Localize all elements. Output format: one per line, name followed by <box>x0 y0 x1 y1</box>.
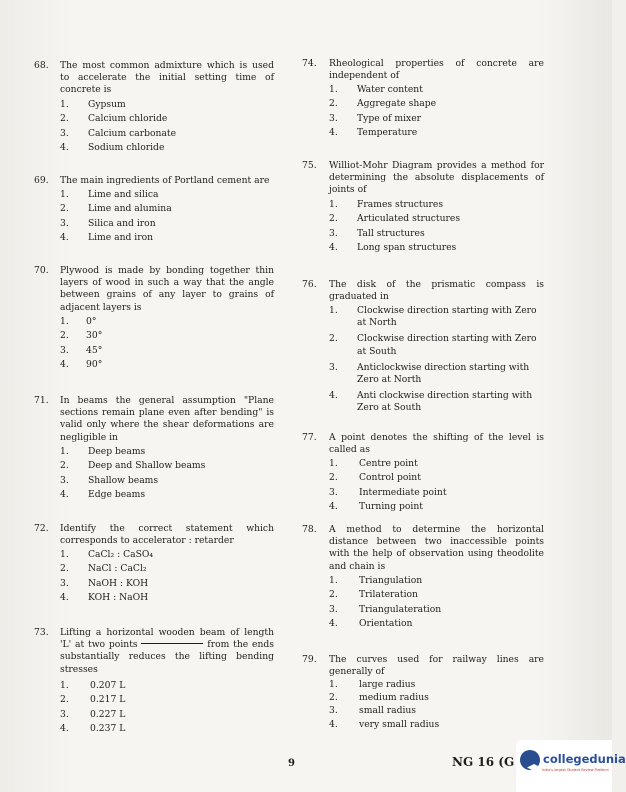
watermark-logo <box>516 740 626 792</box>
option-number: 1. <box>60 446 69 457</box>
option-number: 4. <box>60 592 69 604</box>
option-3 <box>60 709 274 723</box>
option-number: 2. <box>60 203 69 215</box>
option-1 <box>60 446 274 460</box>
option-text: NaCl : CaCl₂ <box>88 563 147 575</box>
question-number: 70. <box>34 265 49 276</box>
option-number: 1. <box>60 549 69 560</box>
option-text: Lime and alumina <box>88 203 172 215</box>
option-number: 2. <box>60 330 69 342</box>
option-number: 4. <box>329 618 338 630</box>
option-4 <box>329 242 544 256</box>
option-number: 1. <box>329 84 338 95</box>
option-2 <box>60 330 274 344</box>
watermark-name: collegedunia <box>543 752 626 766</box>
question-number: 77. <box>302 432 317 443</box>
option-number: 1. <box>329 679 338 690</box>
option-1 <box>329 458 544 472</box>
option-1 <box>329 679 544 692</box>
option-text: Anticlockwise direction starting with Zero at North <box>357 361 530 386</box>
option-2 <box>329 692 544 705</box>
option-list <box>60 446 274 504</box>
option-text: Long span structures <box>357 242 457 254</box>
option-3 <box>329 604 544 618</box>
option-3 <box>60 475 274 489</box>
option-1 <box>60 549 274 563</box>
question-number: 69. <box>34 175 49 186</box>
option-number: 3. <box>60 217 69 229</box>
option-number: 3. <box>60 344 69 356</box>
option-number: 4. <box>60 359 69 371</box>
option-number: 3. <box>329 705 338 717</box>
option-text: medium radius <box>359 692 429 704</box>
option-number: 4. <box>60 232 69 244</box>
option-list <box>60 680 274 738</box>
question-stem-part-1: Lifting a horizontal wooden beam of length 'L' at two points <box>60 627 274 651</box>
option-text: Gypsum <box>88 99 126 110</box>
option-text: 0.217 L <box>90 694 126 706</box>
option-4 <box>60 592 274 606</box>
option-1 <box>60 189 274 203</box>
option-3 <box>60 578 274 592</box>
option-2 <box>60 694 274 708</box>
option-text: Calcium carbonate <box>88 127 177 139</box>
option-number: 3. <box>329 227 338 239</box>
option-number: 3. <box>60 127 69 139</box>
option-2 <box>329 213 544 227</box>
question-stem: The curves used for railway lines are generally of <box>329 654 544 678</box>
question-number: 75. <box>302 160 317 171</box>
option-text: Frames structures <box>357 199 444 210</box>
question-stem: The disk of the prismatic compass is graduated in <box>329 279 544 303</box>
option-text: Tall structures <box>357 227 425 239</box>
option-text: 0.237 L <box>90 723 126 735</box>
option-text: Deep beams <box>88 446 146 457</box>
fill-in-blank-line <box>141 643 203 644</box>
option-text: 45° <box>86 344 103 356</box>
option-4 <box>60 142 274 156</box>
option-list <box>60 316 274 374</box>
option-2 <box>60 460 274 474</box>
watermark-tagline: India's largest Student Review Platform <box>542 768 609 772</box>
paper-code: NG 16 (G <box>452 755 515 769</box>
option-text: Triangulateration <box>359 603 442 615</box>
option-number: 1. <box>60 680 69 691</box>
option-text: Triangulation <box>359 575 423 586</box>
option-1 <box>329 199 544 213</box>
question-number: 74. <box>302 58 317 69</box>
option-3 <box>60 218 274 232</box>
option-1 <box>60 99 274 113</box>
option-number: 2. <box>329 472 338 484</box>
option-4 <box>60 232 274 246</box>
option-text: Aggregate shape <box>357 98 437 110</box>
option-text: Shallow beams <box>88 474 159 486</box>
question-number: 76. <box>302 279 317 290</box>
option-number: 4. <box>329 390 338 402</box>
option-list <box>60 549 274 607</box>
question-stem: Plywood is made by bonding together thin layers of wood in such a way that the angle between grains of any layer to grains of adjacent layers is <box>60 265 274 313</box>
question-number: 72. <box>34 523 49 534</box>
option-text: 0.207 L <box>90 680 126 691</box>
option-number: 2. <box>329 213 338 225</box>
option-list <box>329 305 544 415</box>
option-4 <box>329 127 544 141</box>
option-text: Temperature <box>357 127 418 139</box>
option-text: Clockwise direction starting with Zero at South <box>357 333 537 357</box>
option-3 <box>60 345 274 359</box>
question-stem: In beams the general assumption "Plane sections remain plane even after bending" is valid only where the shear deformations are negligible in <box>60 395 274 443</box>
option-text: Type of mixer <box>357 112 422 124</box>
option-1 <box>329 305 544 333</box>
option-number: 3. <box>60 577 69 589</box>
option-list <box>329 84 544 142</box>
option-number: 2. <box>60 563 69 575</box>
option-4 <box>329 390 544 414</box>
option-3 <box>329 487 544 501</box>
option-text: Trilateration <box>359 589 418 601</box>
option-text: Lime and silica <box>88 189 159 200</box>
option-3 <box>329 705 544 718</box>
graduation-cap-icon <box>520 750 540 770</box>
option-text: Deep and Shallow beams <box>88 460 206 472</box>
option-1 <box>60 680 274 694</box>
option-text: Water content <box>357 84 423 95</box>
option-4 <box>329 719 544 732</box>
option-text: Turning point <box>359 501 423 513</box>
option-text: NaOH : KOH <box>88 577 149 589</box>
option-list <box>329 679 544 732</box>
option-text: Control point <box>359 472 421 484</box>
question-stem: A method to determine the horizontal distance between two inaccessible points with the help of observation using theodolite and chain is <box>329 524 544 572</box>
option-text: Lime and iron <box>88 232 154 244</box>
option-text: Centre point <box>359 458 418 469</box>
option-text: Anti clockwise direction starting with Zero at South <box>357 390 533 414</box>
option-4 <box>329 618 544 632</box>
question-stem: Rheological properties of concrete are independent of <box>329 58 544 82</box>
option-text: Sodium chloride <box>88 142 165 154</box>
option-2 <box>329 472 544 486</box>
question-number: 71. <box>34 395 49 406</box>
option-2 <box>329 333 544 361</box>
option-number: 4. <box>329 501 338 513</box>
option-text: Clockwise direction starting with Zero at North <box>357 305 537 329</box>
option-2 <box>60 563 274 577</box>
option-list <box>329 199 544 257</box>
option-text: Orientation <box>359 618 413 630</box>
option-2 <box>329 589 544 603</box>
option-text: Articulated structures <box>357 213 461 225</box>
option-number: 2. <box>329 98 338 110</box>
question-stem-part-2: from the ends substantially reduces the lifting bending stresses <box>60 639 275 675</box>
option-number: 4. <box>60 723 69 735</box>
option-text: 0° <box>86 316 97 327</box>
option-4 <box>329 501 544 515</box>
option-text: 90° <box>86 359 103 371</box>
question-stem: Identify the correct statement which corresponds to accelerator : retarder <box>60 523 274 547</box>
option-2 <box>329 98 544 112</box>
option-text: very small radius <box>359 718 440 730</box>
question-stem: Williot-Mohr Diagram provides a method for determining the absolute displacements of joints of <box>329 160 544 196</box>
option-text: small radius <box>359 705 417 717</box>
option-number: 3. <box>329 486 338 498</box>
option-number: 1. <box>329 199 338 210</box>
option-text: large radius <box>359 679 416 690</box>
option-2 <box>60 113 274 127</box>
option-3 <box>329 228 544 242</box>
page-number: 9 <box>288 758 295 769</box>
option-number: 2. <box>329 692 338 704</box>
option-number: 2. <box>60 113 69 125</box>
option-1 <box>329 575 544 589</box>
option-number: 3. <box>329 603 338 615</box>
option-number: 4. <box>329 718 338 730</box>
option-list <box>329 575 544 633</box>
option-text: CaCl₂ : CaSO₄ <box>88 549 154 560</box>
option-3 <box>60 128 274 142</box>
option-number: 3. <box>60 474 69 486</box>
option-number: 2. <box>60 694 69 706</box>
option-text: Edge beams <box>88 489 146 501</box>
option-text: 0.227 L <box>90 708 126 720</box>
option-number: 3. <box>329 361 338 373</box>
option-number: 2. <box>329 589 338 601</box>
option-number: 4. <box>60 489 69 501</box>
option-number: 1. <box>60 316 69 327</box>
option-text: KOH : NaOH <box>88 592 149 604</box>
option-number: 1. <box>329 575 338 586</box>
question-number: 78. <box>302 524 317 535</box>
option-number: 4. <box>60 142 69 154</box>
question-number: 68. <box>34 60 49 71</box>
question-stem: A point denotes the shifting of the level is called as <box>329 432 544 456</box>
option-number: 2. <box>60 460 69 472</box>
question-stem: The most common admixture which is used to accelerate the initial setting time of concrete is <box>60 60 274 96</box>
option-number: 4. <box>329 242 338 254</box>
option-number: 1. <box>60 99 69 110</box>
option-number: 1. <box>60 189 69 200</box>
option-4 <box>60 489 274 503</box>
option-number: 3. <box>60 708 69 720</box>
question-number: 79. <box>302 654 317 665</box>
option-number: 1. <box>329 305 338 316</box>
option-2 <box>60 203 274 217</box>
option-number: 3. <box>329 112 338 124</box>
question-number: 73. <box>34 627 49 638</box>
option-4 <box>60 723 274 737</box>
option-number: 4. <box>329 127 338 139</box>
option-text: 30° <box>86 330 103 342</box>
option-list <box>60 189 274 247</box>
option-number: 2. <box>329 333 338 345</box>
question-stem <box>60 627 274 676</box>
option-3 <box>329 113 544 127</box>
option-4 <box>60 359 274 373</box>
option-text: Silica and iron <box>88 217 156 229</box>
question-stem: The main ingredients of Portland cement are <box>60 175 270 186</box>
option-1 <box>329 84 544 98</box>
option-number: 1. <box>329 458 338 469</box>
option-text: Intermediate point <box>359 486 447 498</box>
option-3 <box>329 362 544 390</box>
option-1 <box>60 316 274 330</box>
option-text: Calcium chloride <box>88 113 168 125</box>
option-list <box>60 99 274 157</box>
option-list <box>329 458 544 516</box>
